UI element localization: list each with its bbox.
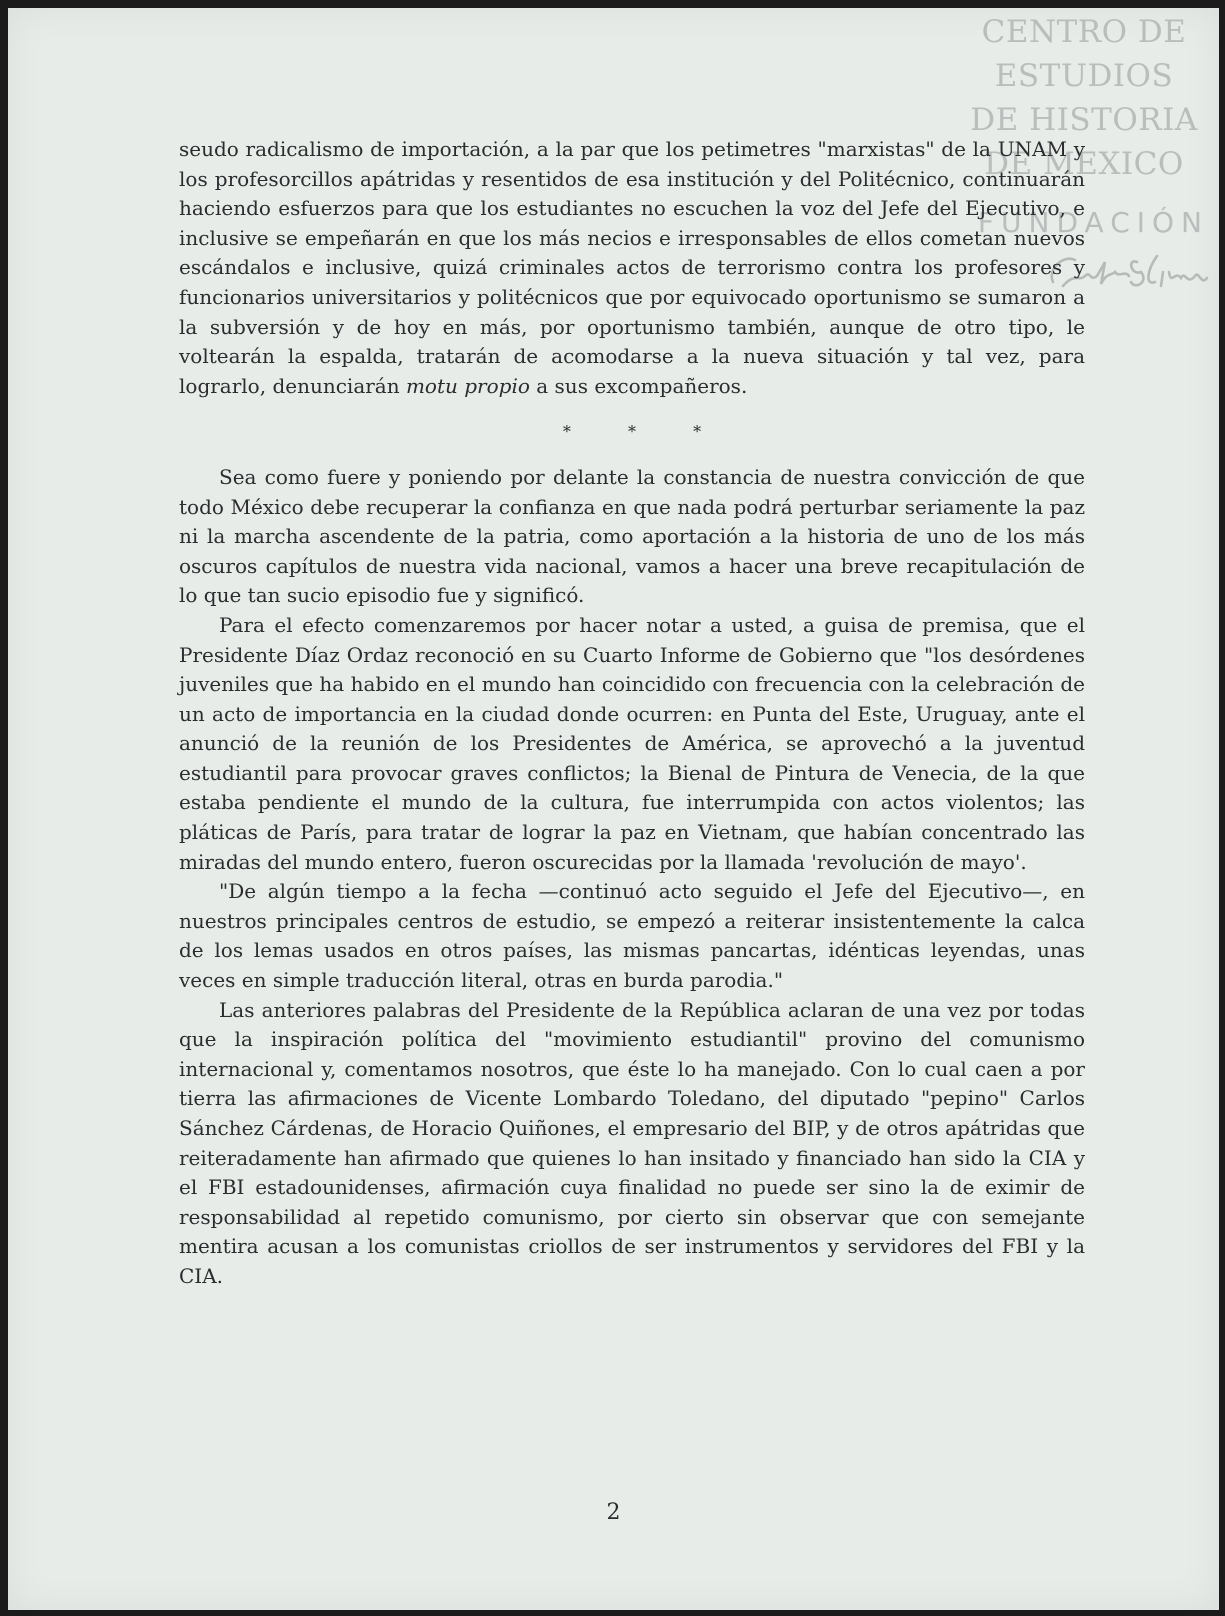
paragraph-text: seudo radicalismo de importación, a la par que los petimetres "marxistas" de la UNAM y los profesorcillos apátridas y resentidos de esa institución y del Politécnico, continuarán haciendo esfuerzos para que los estudiantes no escuchen la voz del Jefe del Ejecutivo, e inclusive se empeñarán en que los más necios e irresponsables de ellos cometan nuevos escándalos e inclusive, quizá criminales actos de terrorismo contra los profesores y funcionarios universitarios y politécnicos que por equivocado oportunismo se sumaron a la subversión y de hoy en más, por oportunismo también, aunque de otro tipo, le voltearán la espalda, tratarán de acomodarse a la nueva situación y tal vez, para lograrlo, denunciarán [179,137,1085,398]
paragraph: "De algún tiempo a la fecha —continuó acto seguido el Jefe del Ejecutivo—, en nuestros principales centros de estudio, se empezó a reiterar insistentemente la calca de los lemas usados en otros países, las mismas pancartas, idénticas leyendas, unas veces en simple traducción literal, otras en burda parodia." [179,879,1085,993]
paragraph: Las anteriores palabras del Presidente de la República aclaran de una vez por todas que la inspiración política del "movimiento estudiantil" provino del comunismo internacional y, comentamos nosotros, que éste lo ha manejado. Con lo cual caen a por tierra las afirmaciones de Vicente Lombardo Toledano, del diputado "pepino" Carlos Sánchez Cárdenas, de Horacio Quiñones, el empresario del BIP, y de otros apátridas que reiteradamente han afirmado que quienes lo han insitado y financiado han sido la CIA y el FBI estadounidenses, afirmación cuya finalidad no puede ser sino la de eximir de responsabilidad al repetido comunismo, por cierto sin observar que con semejante mentira acusan a los comunistas criollos de ser instrumentos y servidores del FBI y la CIA. [179,997,1085,1288]
paragraph: Para el efecto comenzaremos por hacer notar a usted, a guisa de premisa, que el Presidente Díaz Ordaz reconoció en su Cuarto Informe de Gobierno que "los desórdenes juveniles que ha habido en el mundo han coincidido con frecuencia con la celebración de un acto de importancia en la ciudad donde ocurren: en Punta del Este, Uruguay, ante el anunció de la reunión de los Presidentes de América, se aprovechó a la juventud estudiantil para provocar graves conflictos; la Bienal de Pintura de Venecia, de la que estaba pendiente el mundo de la cultura, fue interrumpida con actos violentos; las pláticas de París, para tratar de lograr la paz en Vietnam, que habían concentrado las miradas del mundo entero, fueron oscurecidas por la llamada 'revolución de mayo'. [179,612,1085,874]
paragraph-text: a sus excompañeros. [536,373,748,398]
watermark-line: DE MEXICO [984,146,1184,182]
paragraph [179,135,1085,401]
paper-sheet [8,8,1219,1610]
watermark-line: CENTRO DE [981,14,1187,50]
watermark-line: ESTUDIOS [994,58,1174,94]
foundation-label: FUNDACIÓN [977,206,1209,239]
page-number: 2 [606,1500,621,1525]
watermark-line: DE HISTORIA [970,102,1198,138]
paragraph: Sea como fuere y poniendo por delante la constancia de nuestra convicción de que todo México debe recuperar la confianza en que nada podrá perturbar seriamente la paz ni la marcha ascendente de la patria, como aportación a la historia de uno de los más oscuros capítulos de nuestra vida nacional, vamos a hacer una breve recapitulación de lo que tan sucio episodio fue y significó. [179,464,1085,608]
document-body [179,135,1085,1292]
italic-phrase: motu propio [405,373,530,398]
section-separator: * * * [562,422,728,442]
